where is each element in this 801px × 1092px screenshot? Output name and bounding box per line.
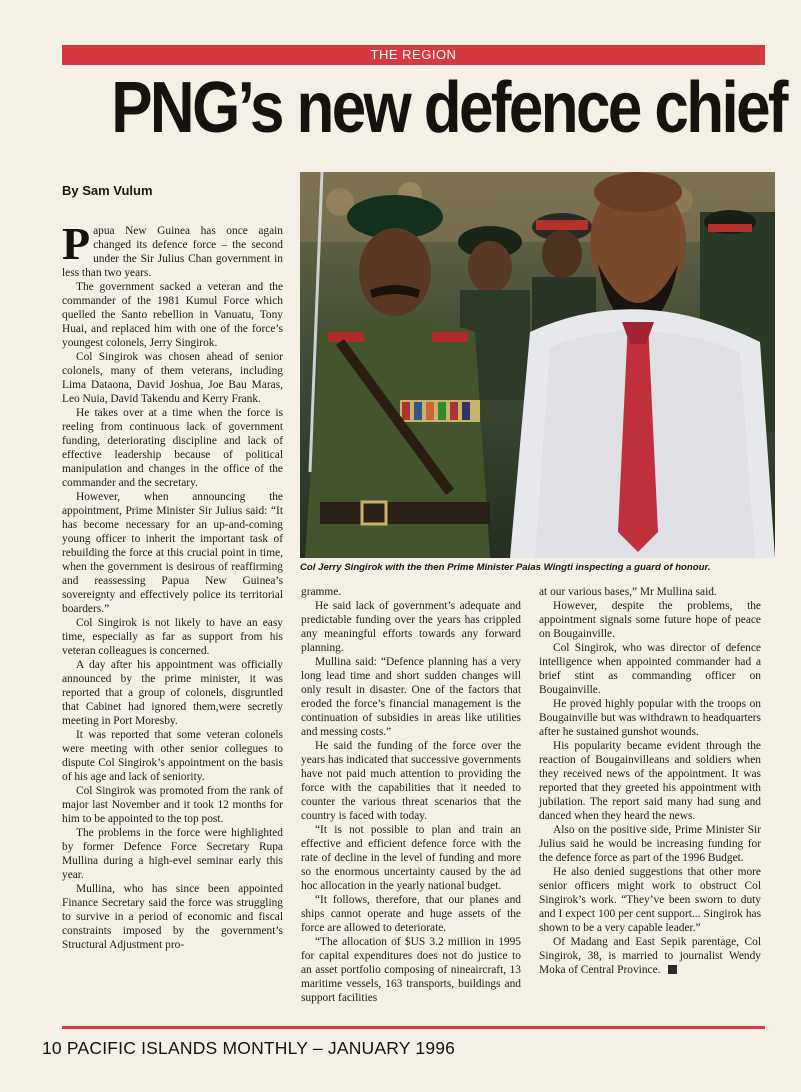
- paragraph: Mullina said: “Defence planning has a very long lead time and short sudden changes will only result in disaster. One of the factors that eroded the force’s financial management is the continuation of subsidies in areas like utilities and messing costs.”: [301, 656, 521, 738]
- paragraph: He proved highly popular with the troops on Bougainville but was withdrawn to headquarters after he sustained gunshot wounds.: [539, 698, 761, 738]
- paragraph: “The allocation of $US 3.2 million in 1995 for capital expenditures does not do justice to an asset portfolio composing of nineaircraft, 13 maritime vessels, 163 transports, buildings and support facilities: [301, 936, 521, 1004]
- photo-caption: Col Jerry Singirok with the then Prime Minister Paias Wingti inspecting a guard of honour.: [300, 562, 711, 573]
- paragraph: “It is not possible to plan and train an effective and efficient defence force with the rate of decline in the level of funding and more so the enormous uncertainty caused by the ad hoc allocation in the yearly national budget.: [301, 824, 521, 892]
- article-column-1: [62, 218, 283, 952]
- paragraph: He takes over at a time when the force is reeling from continuous lack of government funding, deteriorating discipline and lack of effective leadership because of political manipulation and changes in the office of the commander and the secretary.: [62, 407, 283, 489]
- paragraph: Col Singirok is not likely to have an easy time, especially as far as support from his veteran colleagues is concerned.: [62, 617, 283, 657]
- paragraph: Papua New Guinea has once again changed its defence force – the second under the Sir Julius Chan government in less than two years.: [62, 218, 283, 279]
- photo-illustration: [300, 172, 775, 558]
- article-column-2: [301, 585, 521, 1005]
- section-label: THE REGION: [62, 45, 765, 65]
- paragraph: Mullina, who has since been appointed Finance Secretary said the force was struggling to survive in a period of economic and fiscal constraints imposed by the government’s Structural Adjustment pro-: [62, 883, 283, 951]
- paragraph: His popularity became evident through the reaction of Bougainvilleans and soldiers when they received news of the appointment. It was reported that they greeted his appointment with jubilation. The report said many had sung and danced when they heard the news.: [539, 740, 761, 822]
- paragraph: He also denied suggestions that other more senior officers might work to obstruct Col Singirok’s work. “They’ve been sworn to duty and I expect 100 per cent support... Singirok has shown to be a very capable leader.”: [539, 866, 761, 934]
- paragraph: A day after his appointment was officially announced by the prime minister, it was reported that a group of colonels, disgruntled that Cabinet had ignored them,were secretly meeting in Port Moresby.: [62, 659, 283, 727]
- footer-divider: [62, 1026, 765, 1029]
- paragraph: Col Singirok, who was director of defence intelligence when appointed commander had a brief stint as commanding officer on Bougainville.: [539, 642, 761, 696]
- paragraph: However, when announcing the appointment, Prime Minister Sir Julius said: “It has become necessary for an up-and-coming young officer to inherit the important task of rebuilding the force at this crucial point in time, when the government is desirous of reaffirming and reassessing Papua New Guinea’s sovereignty and effectively police its territorial boarders.”: [62, 491, 283, 615]
- paragraph: It was reported that some veteran colonels were meeting with other senior collegues to dispute Col Singirok’s appointment on the basis of his age and lack of seniority.: [62, 729, 283, 783]
- paragraph: The problems in the force were highlighted by former Defence Force Secretary Rupa Mullina during a high-evel seminar early this year.: [62, 827, 283, 881]
- paragraph: Also on the positive side, Prime Minister Sir Julius said he would be increasing funding for the defence force as part of the 1996 Budget.: [539, 824, 761, 864]
- paragraph: gramme.: [301, 586, 342, 598]
- headline: PNG’s new defence chief: [111, 68, 786, 148]
- paragraph: Col Singirok was chosen ahead of senior colonels, many of them veterans, including Lima Dataona, David Joshua, Joe Bau Maras, Leo Nuia, David Takendu and Kerry Frank.: [62, 351, 283, 405]
- paragraph: Of Madang and East Sepik parentage, Col Singirok, 38, is married to journalist Wendy Moka of Central Province.: [539, 936, 761, 976]
- paragraph: Col Singirok was promoted from the rank of major last November and it took 12 months for him to be appointed to the top post.: [62, 785, 283, 825]
- byline: By Sam Vulum: [62, 183, 153, 198]
- drop-cap: P: [62, 218, 91, 269]
- paragraph: “It follows, therefore, that our planes and ships cannot operate and huge assets of the force are allowed to deteriorate.: [301, 894, 521, 934]
- page-footer: 10 PACIFIC ISLANDS MONTHLY – JANUARY 1996: [42, 1038, 456, 1058]
- paragraph: He said the funding of the force over the years has indicated that successive governments have not paid much attention to providing the force with the capabilities that it needed to counter the various threat scenarios that the country is faced with today.: [301, 740, 521, 822]
- end-mark-icon: [668, 965, 677, 974]
- paragraph: at our various bases,” Mr Mullina said.: [539, 586, 717, 598]
- paragraph: However, despite the problems, the appointment signals some future hope of peace on Bougainville.: [539, 600, 761, 640]
- paragraph: He said lack of government’s adequate and predictable funding over the years has crippled any meaningful efforts towards any forward planning.: [301, 600, 521, 654]
- paragraph: The government sacked a veteran and the commander of the 1981 Kumul Force which quelled the Santo rebellion in Vanuatu, Tony Huai, and replaced him with one of the force’s youngest colonels, Jerry Singirok.: [62, 281, 283, 349]
- article-column-3: [539, 585, 761, 977]
- article-photo: [300, 172, 775, 558]
